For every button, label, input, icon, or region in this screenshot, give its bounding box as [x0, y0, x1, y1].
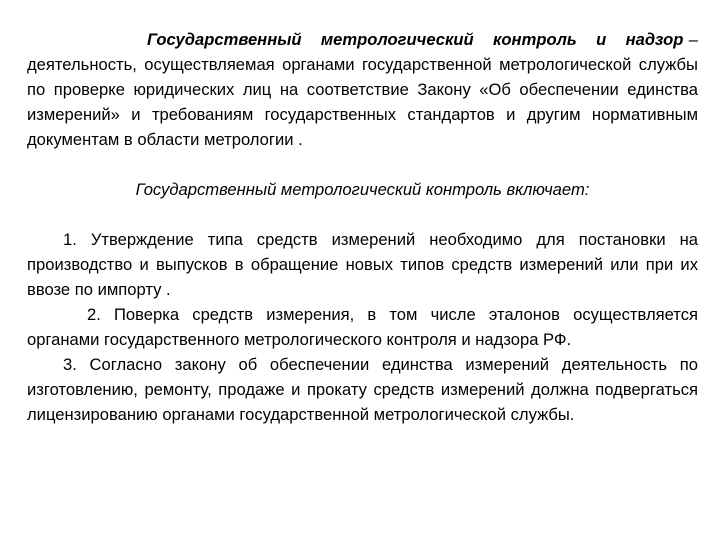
definition-term: Государственный метрологический контроль и надзор: [147, 30, 684, 49]
document-page: [27, 27, 698, 427]
list-item-1: 1. Утверждение типа средств измерений необходимо для постановки на производство и выпусков в обращение новых типов средств измерений или при их ввозе по импорту .: [27, 230, 698, 299]
subheading: Государственный метрологический контроль включает:: [135, 180, 590, 199]
list-item-3: 3. Согласно закону об обеспечении единства измерений деятельность по изготовлению, ремонту, продаже и прокату средств измерений должна подвергаться лицензированию органами государственной метрологической службы.: [27, 355, 698, 424]
list-item-2: 2. Поверка средств измерения, в том числе эталонов осуществляется органами государственного метрологического контроля и надзора РФ.: [27, 305, 698, 349]
definition-paragraph: [27, 27, 698, 152]
definition-text: – деятельность, осуществляемая органами государственной метрологической службы по проверке юридических лиц на соответствие Закону «Об обеспечении единства измерений» и требованиям государственных стандартов и другим нормативным документам в области метрологии .: [27, 30, 698, 149]
